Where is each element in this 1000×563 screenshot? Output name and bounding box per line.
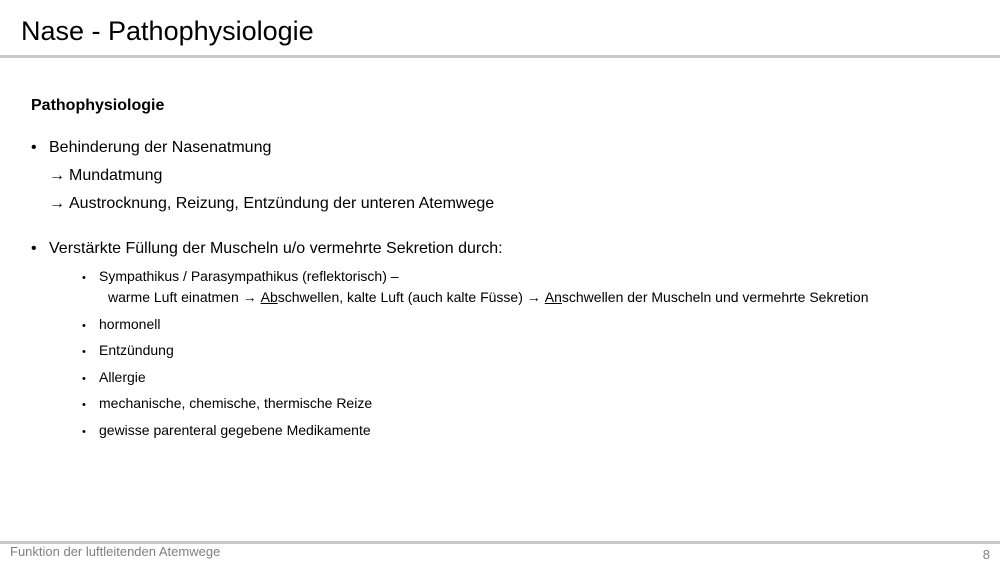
ab-underlined-text: Ab: [260, 289, 278, 305]
arrow-right-icon: →: [49, 195, 65, 212]
sub-bullet-medikamente: [82, 421, 371, 441]
section-heading: Pathophysiologie: [31, 97, 165, 114]
consequence-2: [49, 194, 494, 214]
arrow-right-icon: →: [242, 289, 257, 305]
bullet-icon: •: [82, 320, 86, 332]
consequence-2-text: Austrocknung, Reizung, Entzündung der unteren Atemwege: [69, 195, 495, 212]
sub-bullet-hormonell: [82, 315, 160, 335]
sub-bullet-text: hormonell: [99, 316, 161, 332]
bullet-icon: •: [82, 426, 86, 438]
bullet-icon: •: [82, 373, 86, 385]
bullet-point-2-text: Verstärkte Füllung der Muscheln u/o vermehrte Sekretion durch:: [49, 240, 503, 257]
sub-bullet-text: Entzündung: [99, 342, 174, 358]
sub-bullet-text: gewisse parenteral gegebene Medikamente: [99, 422, 371, 438]
cold-air-text: schwellen, kalte Luft (auch kalte Füsse): [277, 289, 523, 305]
warm-air-text: warme Luft einatmen: [108, 289, 239, 305]
arrow-right-icon: →: [526, 289, 541, 305]
sub-bullet-sympathikus-continuation: [108, 288, 869, 306]
slide-title: Nase - Pathophysiologie: [21, 16, 314, 46]
sub-bullet-allergie: [82, 368, 146, 388]
swelling-secretion-text: schwellen der Muscheln und vermehrte Sekretion: [561, 289, 869, 305]
bullet-icon: •: [82, 272, 86, 284]
sub-bullet-reize: [82, 394, 372, 414]
footer-text: Funktion der luftleitenden Atemwege: [10, 544, 221, 559]
bullet-icon: •: [31, 139, 37, 156]
sub-bullet-text: Allergie: [99, 369, 146, 385]
title-divider: [0, 55, 1000, 58]
an-underlined-text: An: [544, 289, 562, 305]
arrow-right-icon: →: [49, 167, 65, 184]
sub-bullet-sympathikus: [82, 267, 399, 287]
bullet-point-2: [31, 239, 503, 259]
consequence-1-text: Mundatmung: [69, 167, 163, 184]
sub-bullet-sympathikus-text: Sympathikus / Parasympathikus (reflektorisch) –: [99, 268, 399, 284]
bullet-icon: •: [82, 399, 86, 411]
bullet-point-1-text: Behinderung der Nasenatmung: [49, 139, 272, 156]
bullet-icon: •: [31, 240, 37, 257]
page-number: 8: [982, 547, 990, 562]
consequence-1: [49, 166, 162, 186]
sub-bullet-entzuendung: [82, 341, 174, 361]
bullet-icon: •: [82, 346, 86, 358]
bullet-point-1: [31, 138, 271, 158]
sub-bullet-text: mechanische, chemische, thermische Reize: [99, 395, 373, 411]
